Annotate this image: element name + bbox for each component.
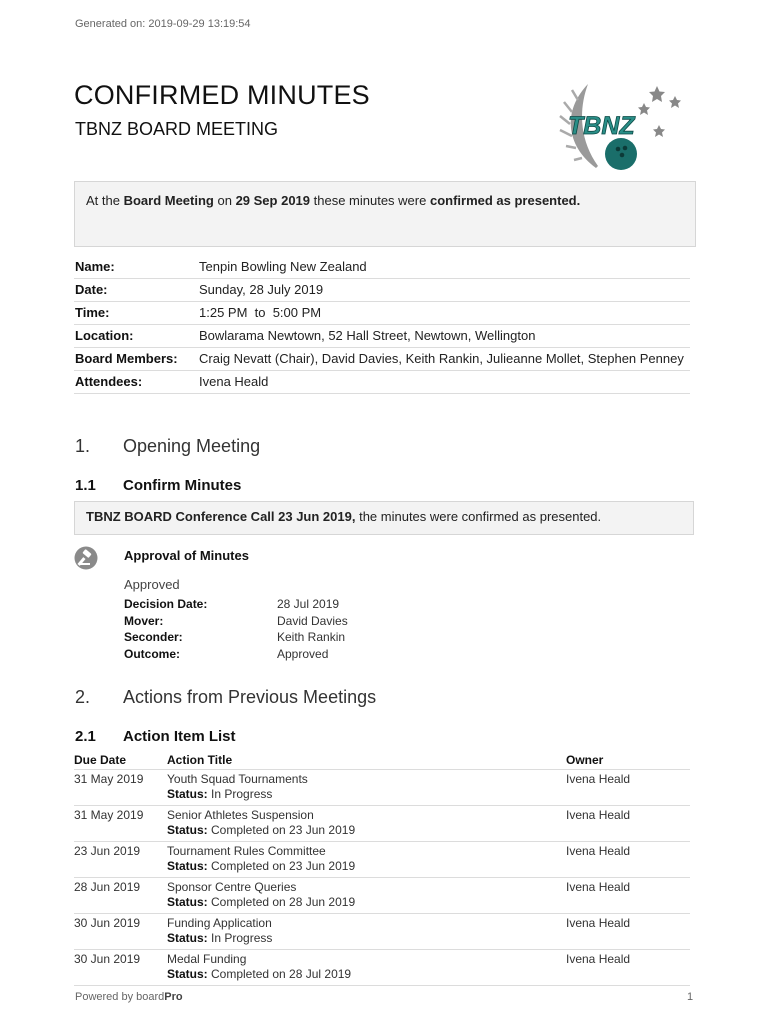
action-status — [167, 787, 566, 803]
action-due: 31 May 2019 — [74, 805, 167, 841]
table-row — [74, 949, 690, 985]
section-number: 2. — [75, 687, 91, 707]
meeting-details-table — [74, 256, 690, 394]
confirmation-call-notice — [74, 501, 694, 535]
decision-row — [124, 646, 348, 663]
action-owner: Ivena Heald — [566, 877, 690, 913]
action-owner: Ivena Heald — [566, 841, 690, 877]
table-row — [74, 841, 690, 877]
detail-label: Date: — [74, 279, 198, 302]
status-label: Status: — [167, 823, 208, 837]
column-header-title: Action Title — [167, 753, 566, 769]
decision-row — [124, 596, 348, 613]
action-title: Funding Application — [167, 915, 272, 930]
detail-label: Board Members: — [74, 348, 198, 371]
action-title-cell — [167, 877, 566, 913]
confirmation-meeting: Board Meeting — [123, 193, 214, 208]
detail-row — [74, 256, 690, 279]
decision-value: 28 Jul 2019 — [277, 597, 340, 611]
powered-by-footer — [75, 991, 183, 1003]
action-owner: Ivena Heald — [566, 769, 690, 805]
confirmation-notice — [74, 181, 696, 247]
action-title: Medal Funding — [167, 951, 247, 966]
detail-value: Craig Nevatt (Chair), David Davies, Keith Rankin, Julieanne Mollet, Stephen Penney — [198, 348, 690, 371]
status-value: In Progress — [207, 787, 273, 801]
action-title: Tournament Rules Committee — [167, 843, 326, 858]
action-owner: Ivena Heald — [566, 949, 690, 985]
logo-wordmark: TBNZ — [568, 112, 635, 140]
subsection-heading — [75, 477, 241, 494]
detail-row — [74, 302, 690, 325]
decision-value: Approved — [277, 646, 329, 661]
star-icons — [638, 86, 681, 137]
decision-details-table — [124, 596, 348, 662]
action-title: Sponsor Centre Queries — [167, 879, 297, 894]
action-due: 30 Jun 2019 — [74, 913, 167, 949]
action-title: Youth Squad Tournaments — [167, 771, 308, 786]
action-status — [167, 823, 566, 839]
action-status — [167, 895, 566, 911]
decision-label: Outcome: — [124, 646, 181, 661]
subsection-heading — [75, 728, 236, 745]
detail-label: Name: — [74, 256, 198, 279]
gavel-icon — [74, 546, 98, 570]
action-due: 31 May 2019 — [74, 769, 167, 805]
status-label: Status: — [167, 895, 208, 909]
decision-label: Mover: — [124, 613, 164, 628]
decision-row — [124, 629, 348, 646]
action-title-cell — [167, 913, 566, 949]
detail-value: 1:25 PM to 5:00 PM — [198, 302, 690, 325]
section-heading — [75, 687, 376, 708]
section-heading — [75, 436, 260, 457]
subsection-number: 2.1 — [75, 728, 96, 745]
subsection-title: Action Item List — [123, 728, 236, 745]
action-title-cell — [167, 805, 566, 841]
detail-row — [74, 348, 690, 371]
confirmation-status: confirmed as presented. — [429, 193, 581, 208]
section-title: Opening Meeting — [123, 436, 261, 456]
status-value: Completed on 28 Jun 2019 — [207, 895, 356, 909]
section-number: 1. — [75, 436, 91, 456]
detail-row — [74, 371, 690, 394]
table-row — [74, 769, 690, 805]
decision-value: David Davies — [277, 613, 348, 628]
call-text: the minutes were confirmed as presented. — [355, 509, 602, 524]
subsection-number: 1.1 — [75, 477, 96, 494]
detail-row — [74, 325, 690, 348]
generated-timestamp: Generated on: 2019-09-29 13:19:54 — [75, 18, 251, 30]
confirmation-text: At the — [86, 193, 124, 208]
action-status — [167, 967, 566, 983]
page-title: CONFIRMED MINUTES — [74, 80, 370, 110]
detail-label: Time: — [74, 302, 198, 325]
tbnz-logo — [558, 76, 688, 176]
action-title-cell — [167, 841, 566, 877]
action-title-cell — [167, 769, 566, 805]
decision-title: Approval of Minutes — [124, 548, 249, 563]
footer-text: Powered by board — [75, 991, 165, 1003]
detail-value: Sunday, 28 July 2019 — [198, 279, 690, 302]
detail-value: Bowlarama Newtown, 52 Hall Street, Newtown, Wellington — [198, 325, 690, 348]
status-value: Completed on 23 Jun 2019 — [207, 823, 356, 837]
decision-label: Decision Date: — [124, 597, 208, 611]
action-title: Senior Athletes Suspension — [167, 807, 314, 822]
action-due: 23 Jun 2019 — [74, 841, 167, 877]
column-header-due: Due Date — [74, 753, 167, 769]
table-row — [74, 913, 690, 949]
page-subtitle: TBNZ BOARD MEETING — [75, 119, 279, 139]
confirmation-text: these minutes were — [310, 193, 430, 208]
action-status — [167, 859, 566, 875]
confirmation-date: 29 Sep 2019 — [235, 193, 311, 208]
confirmation-text: on — [213, 193, 236, 208]
detail-row — [74, 279, 690, 302]
page-number: 1 — [687, 991, 694, 1003]
call-title: TBNZ BOARD Conference Call 23 Jun 2019, — [86, 509, 356, 524]
subsection-title: Confirm Minutes — [123, 477, 242, 494]
detail-label: Attendees: — [74, 371, 198, 394]
status-label: Status: — [167, 931, 208, 945]
footer-brand: Pro — [164, 991, 183, 1003]
decision-row — [124, 613, 348, 630]
action-items-table — [74, 753, 690, 986]
status-label: Status: — [167, 787, 208, 801]
table-header-row — [74, 753, 690, 769]
detail-label: Location: — [74, 325, 198, 348]
table-row — [74, 805, 690, 841]
action-owner: Ivena Heald — [566, 805, 690, 841]
detail-value: Tenpin Bowling New Zealand — [198, 256, 690, 279]
status-value: Completed on 23 Jun 2019 — [207, 859, 356, 873]
action-due: 30 Jun 2019 — [74, 949, 167, 985]
action-title-cell — [167, 949, 566, 985]
table-row — [74, 877, 690, 913]
status-label: Status: — [167, 859, 208, 873]
column-header-owner: Owner — [566, 753, 690, 769]
decision-value: Keith Rankin — [277, 630, 346, 645]
status-value: Completed on 28 Jul 2019 — [207, 967, 352, 981]
section-title: Actions from Previous Meetings — [123, 687, 377, 707]
decision-label: Seconder: — [124, 630, 183, 645]
decision-status: Approved — [124, 577, 180, 592]
status-value: In Progress — [207, 931, 273, 945]
action-owner: Ivena Heald — [566, 913, 690, 949]
status-label: Status: — [167, 967, 208, 981]
action-status — [167, 931, 566, 947]
action-due: 28 Jun 2019 — [74, 877, 167, 913]
detail-value: Ivena Heald — [198, 371, 690, 394]
